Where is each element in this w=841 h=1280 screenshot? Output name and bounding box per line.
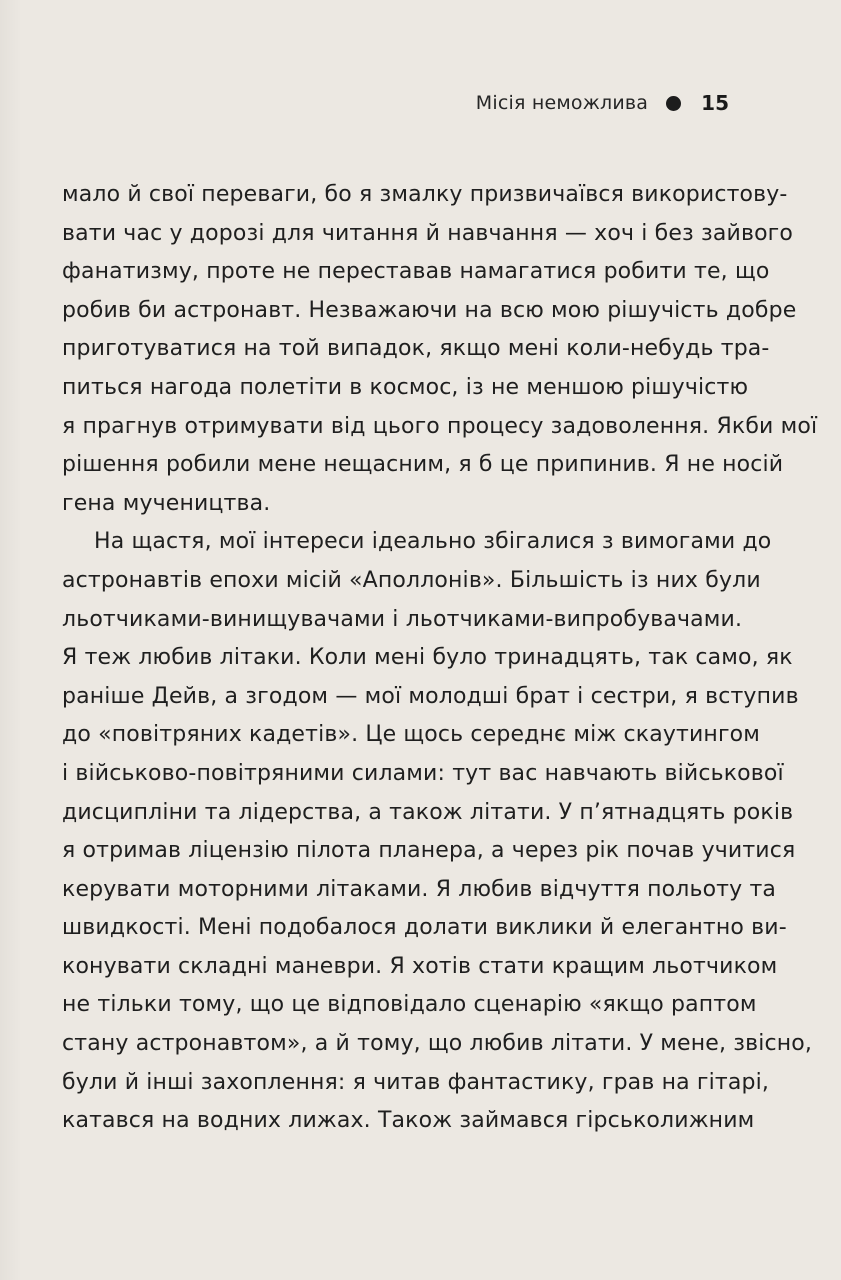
text-line: мало й свої переваги, бо я змалку призвичаївся використову-	[62, 182, 788, 207]
text-line: льотчиками-винищувачами і льотчиками-випробувачами.	[62, 606, 743, 632]
text-line: керувати моторними літаками. Я любив відчуття польоту та	[62, 876, 777, 902]
text-line: Я теж любив літаки. Коли мені було тринадцять, так само, як	[62, 645, 793, 671]
text-line: робив би астронавт. Незважаючи на всю мою рішучість добре	[62, 297, 797, 323]
text-line: до «повітряних кадетів». Це щось середнє між скаутингом	[62, 722, 761, 748]
text-line: конувати складні маневри. Я хотів стати кращим льотчиком	[62, 953, 778, 979]
text-line: стану астронавтом», а й тому, що любив літати. У мене, звісно,	[62, 1031, 812, 1057]
text-line: я прагнув отримувати від цього процесу задоволення. Якби мої	[62, 413, 818, 439]
running-title: Місія неможлива	[475, 92, 649, 114]
text-line: питься нагода полетіти в космос, із не меншою рішучістю	[62, 374, 749, 400]
text-line: були й інші захоплення: я читав фантастику, грав на гітарі,	[62, 1069, 769, 1095]
text-line: фанатизму, проте не переставав намагатися робити те, що	[62, 259, 770, 285]
text-line: рішення робили мене нещасним, я б це припинив. Я не носій	[62, 452, 784, 478]
text-line: дисципліни та лідерства, а також літати. У п’ятнадцять років	[62, 799, 794, 825]
body-text	[62, 176, 818, 1141]
text-line: приготуватися на той випадок, якщо мені коли-небудь тра-	[62, 336, 770, 362]
text-line: раніше Дейв, а згодом — мої молодші брат і сестри, я вступив	[62, 683, 799, 709]
text-line: і військово-повітряними силами: тут вас навчають військової	[62, 760, 784, 786]
page-number: 15	[701, 91, 729, 115]
running-header	[476, 91, 729, 115]
text-line: астронавтів епохи місій «Аполлонів». Більшість із них були	[62, 567, 761, 593]
bullet-separator-icon	[666, 96, 681, 111]
text-line: швидкості. Мені подобалося долати виклики й елегантно ви-	[62, 915, 787, 941]
text-line: гена мучеництва.	[62, 490, 271, 516]
text-line: катався на водних лижах. Також займався гірськолижним	[62, 1108, 755, 1134]
text-line: я отримав ліцензію пілота планера, а через рік почав учитися	[62, 838, 796, 864]
text-line: не тільки тому, що це відповідало сценарію «якщо раптом	[62, 992, 757, 1018]
text-line: вати час у дорозі для читання й навчання — хоч і без зайвого	[62, 220, 794, 246]
text-line: На щастя, мої інтереси ідеально збігалися з вимогами до	[94, 529, 772, 555]
